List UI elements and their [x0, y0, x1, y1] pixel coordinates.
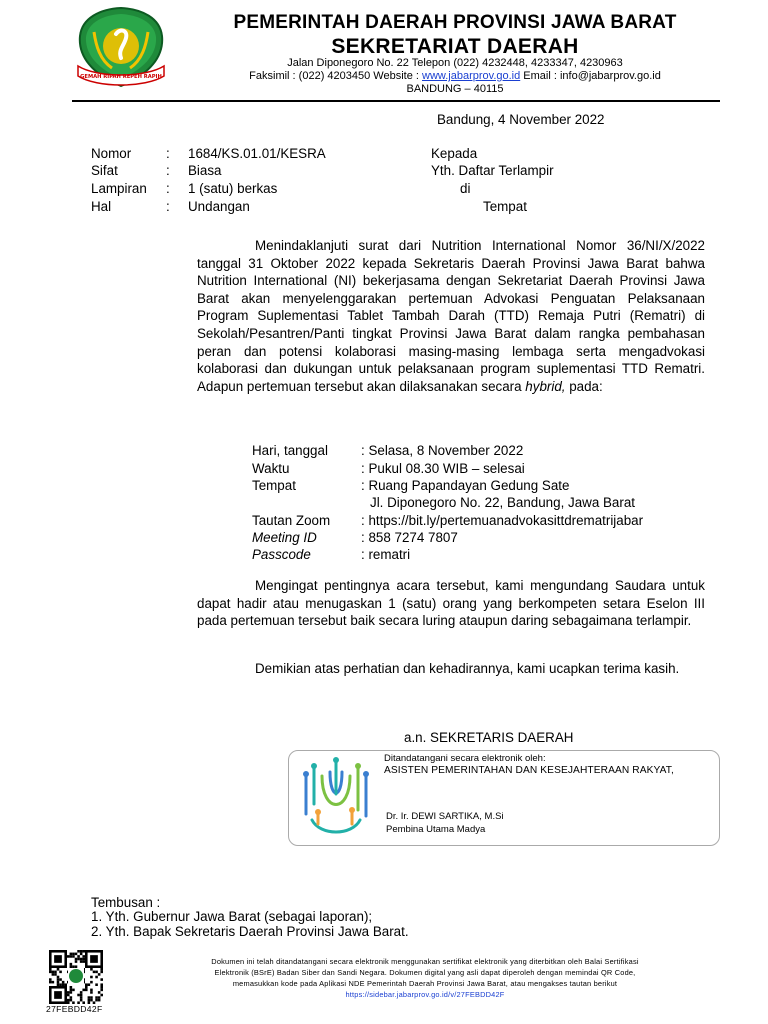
footer-line-3: memasukkan kode pada Aplikasi NDE Pemerintah Daerah Provinsi Jawa Barat, atau mengakses tautan berikut: [232, 979, 618, 988]
body-p1-text: Menindaklanjuti surat dari Nutrition International Nomor 36/NI/X/2022 tanggal 31 Oktober 2022 kepada Sekretaris Daerah Provinsi Jawa Barat bahwa Nutrition International (NI) bekerjasama dengan Sekretariat Daerah Provinsi Jawa Barat akan menyelenggarakan pertemuan Advokasi Penguatan Pelaksanaan Program Suplementasi Tablet Tambah Darah (TTD) Remaja Putri (Rematri) di Sekolah/Pesantren/Panti tingkat Provinsi Jawa Barat dalam rangka pembahasan peran dan potensi kolaborasi masing-masing lembaga serta mengadvokasi kolaborasi dan dukungan untuk pelaksanaan program suplementasi TTD Rematri. Adapun pertemuan tersebut akan dilaksanakan secara: [197, 238, 705, 394]
signature-position: ASISTEN PEMERINTAHAN DAN KESEJAHTERAAN RAKYAT,: [384, 765, 674, 776]
detail-zoom-label: Tautan Zoom: [252, 513, 331, 528]
body-paragraph-3: Demikian atas perhatian dan kehadirannya, kami ucapkan terima kasih.: [255, 661, 680, 676]
email-text: Email : info@jabarprov.go.id: [520, 70, 661, 82]
footer-verification-link[interactable]: https://sidebar.jabarprov.go.id/v/27FEBDD42F: [345, 990, 505, 999]
footer-line-1: Dokumen ini telah ditandatangani secara elektronik menggunakan sertifikat elektronik yang diterbitkan oleh Balai Sertifikasi: [211, 957, 639, 966]
footer-disclaimer: [130, 956, 720, 1000]
detail-passcode-value: : rematri: [361, 547, 411, 562]
signature-rank: Pembina Utama Madya: [386, 824, 486, 835]
footer-line-2: Elektronik (BSrE) Badan Siber dan Sandi Negara. Dokumen digital yang asli dapat diperoleh dengan memindai QR Code,: [214, 968, 636, 977]
recipient-kepada: Kepada: [431, 146, 478, 161]
body-paragraph-2: Mengingat pentingnya acara tersebut, kami mengundang Saudara untuk dapat hadir atau menugaskan 1 (satu) orang yang berkompeten setara Eselon III pada pertemuan tersebut baik secara luring ataupun daring sebagaimana terlampir.: [197, 578, 705, 629]
emblem-ribbon: GEMAH RIPAH REPEH RAPIH: [80, 74, 162, 80]
qr-code-text: 27FEBDD42F: [46, 1004, 103, 1014]
letter-date: Bandung, 4 November 2022: [437, 112, 605, 127]
sifat-label: Sifat: [91, 163, 118, 178]
letterhead-address: Jalan Diponegoro No. 22 Telepon (022) 4232448, 4233347, 4230963: [287, 57, 623, 69]
detail-tempat-address: Jl. Diponegoro No. 22, Bandung, Jawa Barat: [370, 495, 636, 510]
jabar-emblem: [72, 6, 170, 90]
fax-text: Faksimil : (022) 4203450 Website :: [249, 70, 422, 82]
detail-hari-value: : Selasa, 8 November 2022: [361, 443, 524, 458]
cc-heading: Tembusan :: [91, 895, 161, 910]
body-paragraph-1: [197, 237, 705, 395]
cc-item-2: 2. Yth. Bapak Sekretaris Daerah Provinsi Jawa Barat.: [91, 924, 409, 939]
signature-an: a.n. SEKRETARIS DAERAH: [404, 730, 574, 745]
detail-tempat-value: : Ruang Papandayan Gedung Sate: [361, 478, 570, 493]
lampiran-value: 1 (satu) berkas: [188, 181, 278, 196]
recipient-yth: Yth. Daftar Terlampir: [431, 163, 554, 178]
signature-name: Dr. Ir. DEWI SARTIKA, M.Si: [386, 811, 504, 822]
nomor-colon: :: [166, 146, 170, 161]
detail-tempat-label: Tempat: [252, 478, 296, 493]
hal-label: Hal: [91, 199, 112, 214]
sifat-colon: :: [166, 163, 170, 178]
letterhead-divider: [72, 100, 720, 102]
lampiran-colon: :: [166, 181, 170, 196]
hal-value: Undangan: [188, 199, 250, 214]
qr-code[interactable]: [48, 950, 104, 1004]
hal-colon: :: [166, 199, 170, 214]
cc-item-1: 1. Yth. Gubernur Jawa Barat (sebagai laporan);: [91, 909, 373, 924]
detail-hari-label: Hari, tanggal: [252, 443, 328, 458]
lampiran-label: Lampiran: [91, 181, 147, 196]
sifat-value: Biasa: [188, 163, 222, 178]
recipient-di: di: [460, 181, 471, 196]
letterhead-contact: [215, 70, 695, 83]
detail-passcode-label: Passcode: [252, 547, 311, 562]
nomor-label: Nomor: [91, 146, 132, 161]
nomor-value: 1684/KS.01.01/KESRA: [188, 146, 326, 161]
detail-zoom-link[interactable]: : https://bit.ly/pertemuanadvokasittdrematrijabar: [361, 513, 644, 528]
detail-waktu-label: Waktu: [252, 461, 290, 476]
jabar-digital-logo: [298, 754, 374, 840]
detail-meeting-label: Meeting ID: [252, 530, 317, 545]
detail-meeting-value: : 858 7274 7807: [361, 530, 458, 545]
signature-note: Ditandatangani secara elektronik oleh:: [384, 753, 546, 764]
detail-waktu-value: : Pukul 08.30 WIB – selesai: [361, 461, 525, 476]
body-p1-end: pada:: [565, 378, 603, 394]
body-p1-italic: hybrid,: [525, 378, 566, 394]
letterhead-title-1: PEMERINTAH DAERAH PROVINSI JAWA BARAT: [233, 12, 677, 33]
letterhead-city: BANDUNG – 40115: [406, 83, 504, 95]
recipient-tempat: Tempat: [483, 199, 527, 214]
website-link[interactable]: www.jabarprov.go.id: [422, 70, 521, 82]
letterhead-title-2: SEKRETARIAT DAERAH: [331, 35, 579, 58]
